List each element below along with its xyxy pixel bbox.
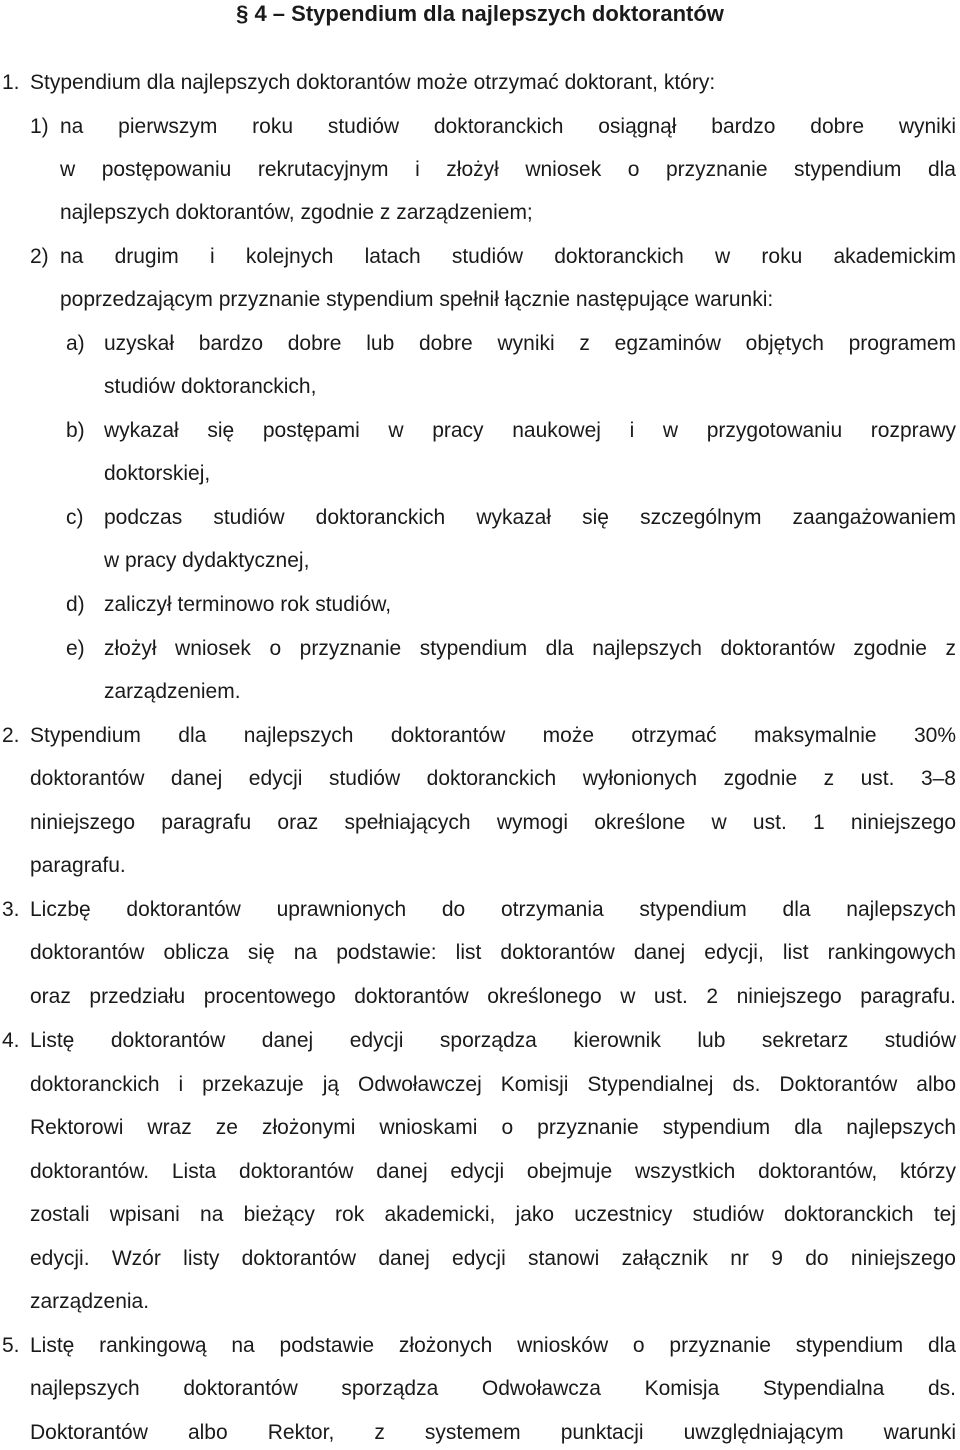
subitem-b-line-2: doktorskiej, bbox=[104, 462, 211, 485]
paragraph-4-line-1: Listę doktorantów danej edycji sporządza kierownik lub sekretarz studiów bbox=[30, 1029, 956, 1052]
paragraph-2-line-2: doktorantów danej edycji studiów doktoranckich wyłonionych zgodnie z ust. 3–8 bbox=[30, 767, 956, 790]
subitem-b-line-1: wykazał się postępami w pracy naukowej i w przygotowaniu rozprawy bbox=[104, 419, 956, 442]
item-1-line-3: najlepszych doktorantów, zgodnie z zarządzeniem; bbox=[60, 201, 533, 224]
paragraph-4-line-2: doktoranckich i przekazuje ją Odwoławczej Komisji Stypendialnej ds. Doktorantów albo bbox=[30, 1073, 956, 1096]
paragraph-4-line-5: zostali wpisani na bieżący rok akademicki, jako uczestnicy studiów doktoranckich tej bbox=[30, 1203, 956, 1226]
paragraph-3-number: 3. bbox=[2, 898, 20, 921]
paragraph-2-line-4: paragrafu. bbox=[30, 854, 126, 877]
subitem-e-label: e) bbox=[66, 637, 85, 660]
paragraph-4-line-6: edycji. Wzór listy doktorantów danej edycji stanowi załącznik nr 9 do niniejszego bbox=[30, 1247, 956, 1270]
paragraph-2-number: 2. bbox=[2, 724, 20, 747]
paragraph-2-line-1: Stypendium dla najlepszych doktorantów może otrzymać maksymalnie 30% bbox=[30, 724, 956, 747]
subitem-a-line-2: studiów doktoranckich, bbox=[104, 375, 317, 398]
item-2-label: 2) bbox=[30, 245, 49, 268]
paragraph-2-line-3: niniejszego paragrafu oraz spełniających wymogi określone w ust. 1 niniejszego bbox=[30, 811, 956, 834]
paragraph-5-number: 5. bbox=[2, 1334, 20, 1357]
subitem-c-line-1: podczas studiów doktoranckich wykazał się szczególnym zaangażowaniem bbox=[104, 506, 956, 529]
paragraph-5-line-1: Listę rankingową na podstawie złożonych wniosków o przyznanie stypendium dla bbox=[30, 1334, 956, 1357]
subitem-b-label: b) bbox=[66, 419, 85, 442]
subitem-c-line-2: w pracy dydaktycznej, bbox=[104, 549, 310, 572]
item-1-label: 1) bbox=[30, 115, 49, 138]
paragraph-4-line-3: Rektorowi wraz ze złożonymi wnioskami o przyznanie stypendium dla najlepszych bbox=[30, 1116, 956, 1139]
subitem-e-line-1: złożył wniosek o przyznanie stypendium dla najlepszych doktorantów zgodnie z bbox=[104, 637, 956, 660]
item-2-line-1: na drugim i kolejnych latach studiów doktoranckich w roku akademickim bbox=[60, 245, 956, 268]
item-1-line-2: w postępowaniu rekrutacyjnym i złożył wniosek o przyznanie stypendium dla bbox=[60, 158, 956, 181]
paragraph-4-line-7: zarządzenia. bbox=[30, 1290, 150, 1313]
paragraph-4-line-4: doktorantów. Lista doktorantów danej edycji obejmuje wszystkich doktorantów, którzy bbox=[30, 1160, 956, 1183]
subitem-c-label: c) bbox=[66, 506, 84, 529]
paragraph-4-number: 4. bbox=[2, 1029, 20, 1052]
paragraph-3-line-2: doktorantów oblicza się na podstawie: list doktorantów danej edycji, list rankingowych bbox=[30, 941, 956, 964]
subitem-e-line-2: zarządzeniem. bbox=[104, 680, 241, 703]
paragraph-3-line-1: Liczbę doktorantów uprawnionych do otrzymania stypendium dla najlepszych bbox=[30, 898, 956, 921]
subitem-a-line-1: uzyskał bardzo dobre lub dobre wyniki z egzaminów objętych programem bbox=[104, 332, 956, 355]
paragraph-1-line-1: Stypendium dla najlepszych doktorantów może otrzymać doktorant, który: bbox=[30, 71, 716, 94]
subitem-a-label: a) bbox=[66, 332, 85, 355]
item-1-line-1: na pierwszym roku studiów doktoranckich osiągnął bardzo dobre wyniki bbox=[60, 115, 956, 138]
item-2-line-2: poprzedzającym przyznanie stypendium spełnił łącznie następujące warunki: bbox=[60, 288, 774, 311]
section-heading: § 4 – Stypendium dla najlepszych doktorantów bbox=[236, 1, 724, 26]
paragraph-5-line-3: Doktorantów albo Rektor, z systemem punktacji uwzględniającym warunki bbox=[30, 1421, 956, 1444]
paragraph-5-line-2: najlepszych doktorantów sporządza Odwoławcza Komisja Stypendialna ds. bbox=[30, 1377, 956, 1400]
paragraph-3-line-3: oraz przedziału procentowego doktorantów określonego w ust. 2 niniejszego paragrafu. bbox=[30, 985, 956, 1008]
subitem-d-line-1: zaliczył terminowo rok studiów, bbox=[104, 593, 392, 616]
subitem-d-label: d) bbox=[66, 593, 85, 616]
paragraph-1-number: 1. bbox=[2, 71, 20, 94]
